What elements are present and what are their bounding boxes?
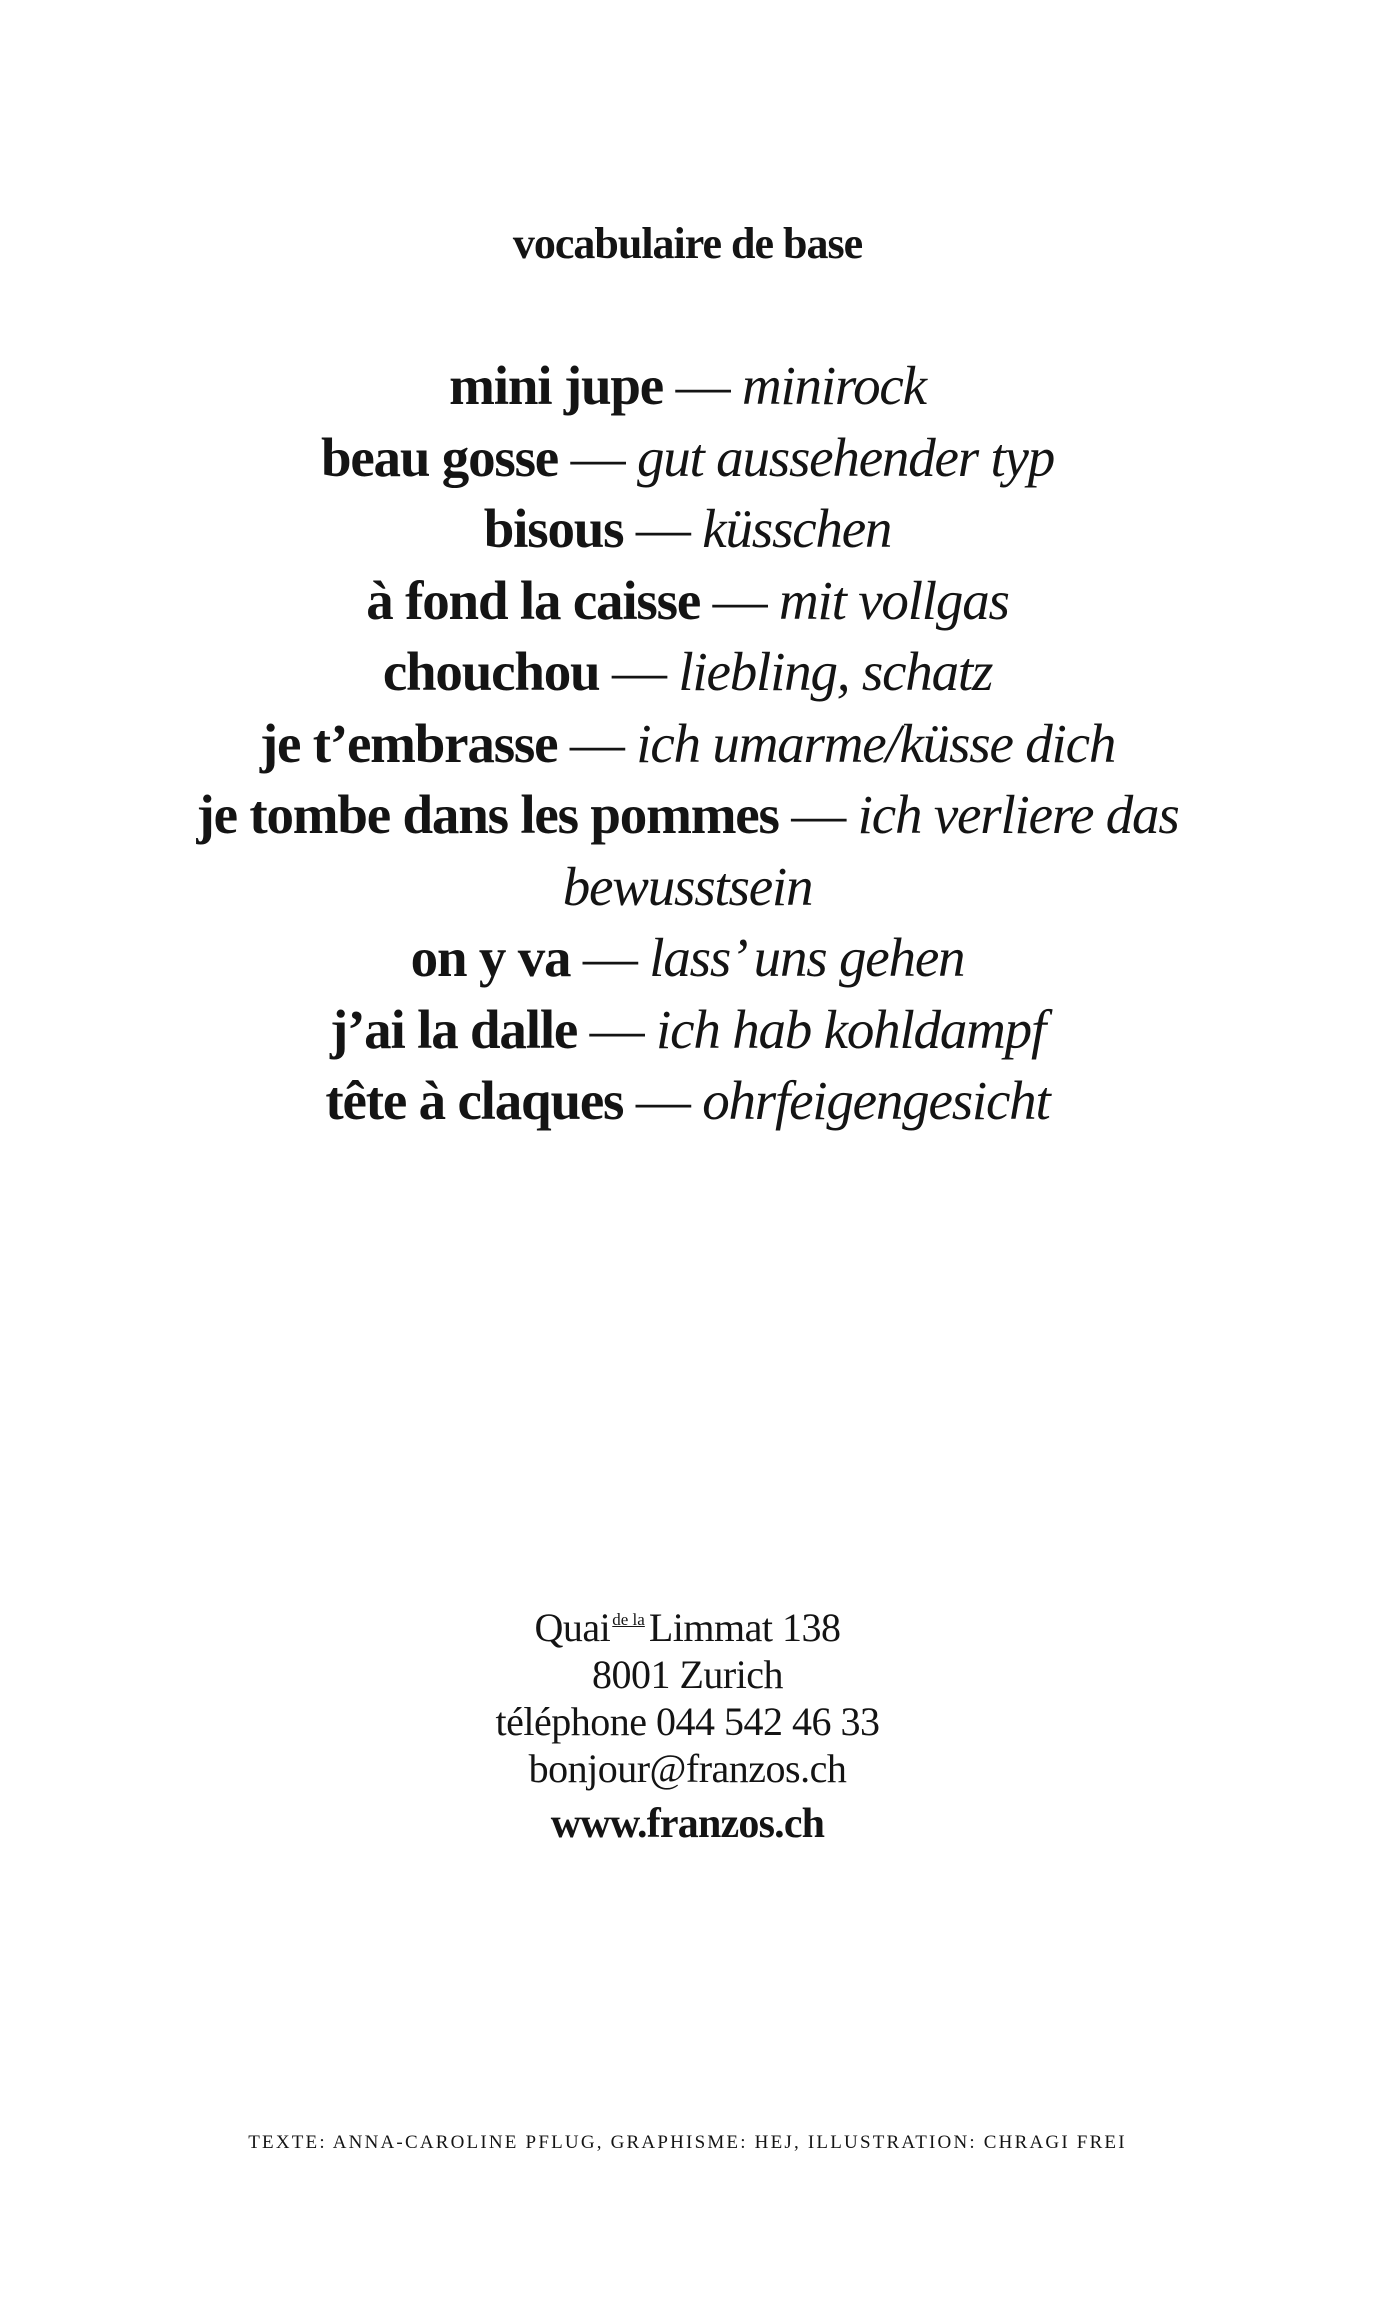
german-translation: ich umarme/küsse dich: [636, 712, 1116, 774]
city: 8001 Zurich: [591, 1652, 784, 1697]
street-suffix: Limmat 138: [648, 1605, 841, 1650]
german-translation: ohrfeigengesicht: [702, 1070, 1050, 1131]
page-title: vocabulaire de base: [512, 219, 863, 268]
french-term: mini jupe: [449, 355, 663, 416]
german-translation: küsschen: [702, 498, 892, 559]
email-address: bonjour@franzos.ch: [528, 1746, 847, 1791]
german-translation: lass’ uns gehen: [649, 927, 965, 988]
vocab-entry: [120, 708, 1255, 780]
german-translation: minirock: [741, 355, 926, 416]
vocab-entry: [120, 350, 1255, 422]
french-term: je t’embrasse: [259, 712, 558, 774]
vocab-entry: [120, 779, 1255, 922]
separator-dash: —: [611, 641, 666, 702]
german-translation: liebling, schatz: [678, 641, 993, 702]
separator-dash: —: [582, 927, 637, 988]
french-term: à fond la caisse: [366, 569, 701, 631]
vocab-entry: [120, 994, 1255, 1066]
vocab-entry: [120, 565, 1255, 637]
german-translation: ich hab kohldampf: [656, 998, 1046, 1060]
street-small-text: de la: [612, 1610, 645, 1629]
phone-number: téléphone 044 542 46 33: [495, 1699, 880, 1744]
separator-dash: —: [635, 498, 690, 559]
separator-dash: —: [589, 998, 644, 1060]
french-term: tête à claques: [325, 1070, 624, 1131]
credits-line: TEXTE: ANNA-CAROLINE PFLUG, GRAPHISME: HEJ, ILLUSTRATION: CHRAGI FREI: [248, 2132, 1127, 2153]
french-term: bisous: [483, 498, 624, 559]
french-term: chouchou: [382, 641, 600, 702]
german-translation: ich verliere das bewusstsein: [562, 784, 1179, 917]
french-term: on y va: [410, 927, 571, 988]
vocab-entry: [120, 1065, 1255, 1137]
german-translation: mit vollgas: [778, 569, 1009, 631]
separator-dash: —: [712, 569, 767, 631]
address-block: [0, 1596, 1375, 1792]
website-url: www.franzos.ch: [550, 1801, 825, 1847]
vocab-entry: [120, 636, 1255, 708]
separator-dash: —: [675, 355, 730, 416]
vocab-entry: [120, 422, 1255, 494]
french-term: j’ai la dalle: [329, 998, 578, 1060]
separator-dash: —: [569, 712, 624, 774]
street-prefix: Quai: [534, 1605, 611, 1650]
vocab-entry: [120, 493, 1255, 565]
french-term: je tombe dans les pommes: [196, 784, 779, 845]
separator-dash: —: [635, 1070, 690, 1131]
vocab-entry: [120, 922, 1255, 994]
separator-dash: —: [570, 426, 625, 488]
street-address: [0, 1596, 1375, 1651]
separator-dash: —: [791, 784, 846, 845]
vocabulary-list: [120, 350, 1255, 1137]
french-term: beau gosse: [320, 426, 558, 488]
german-translation: gut aussehender typ: [636, 426, 1055, 488]
